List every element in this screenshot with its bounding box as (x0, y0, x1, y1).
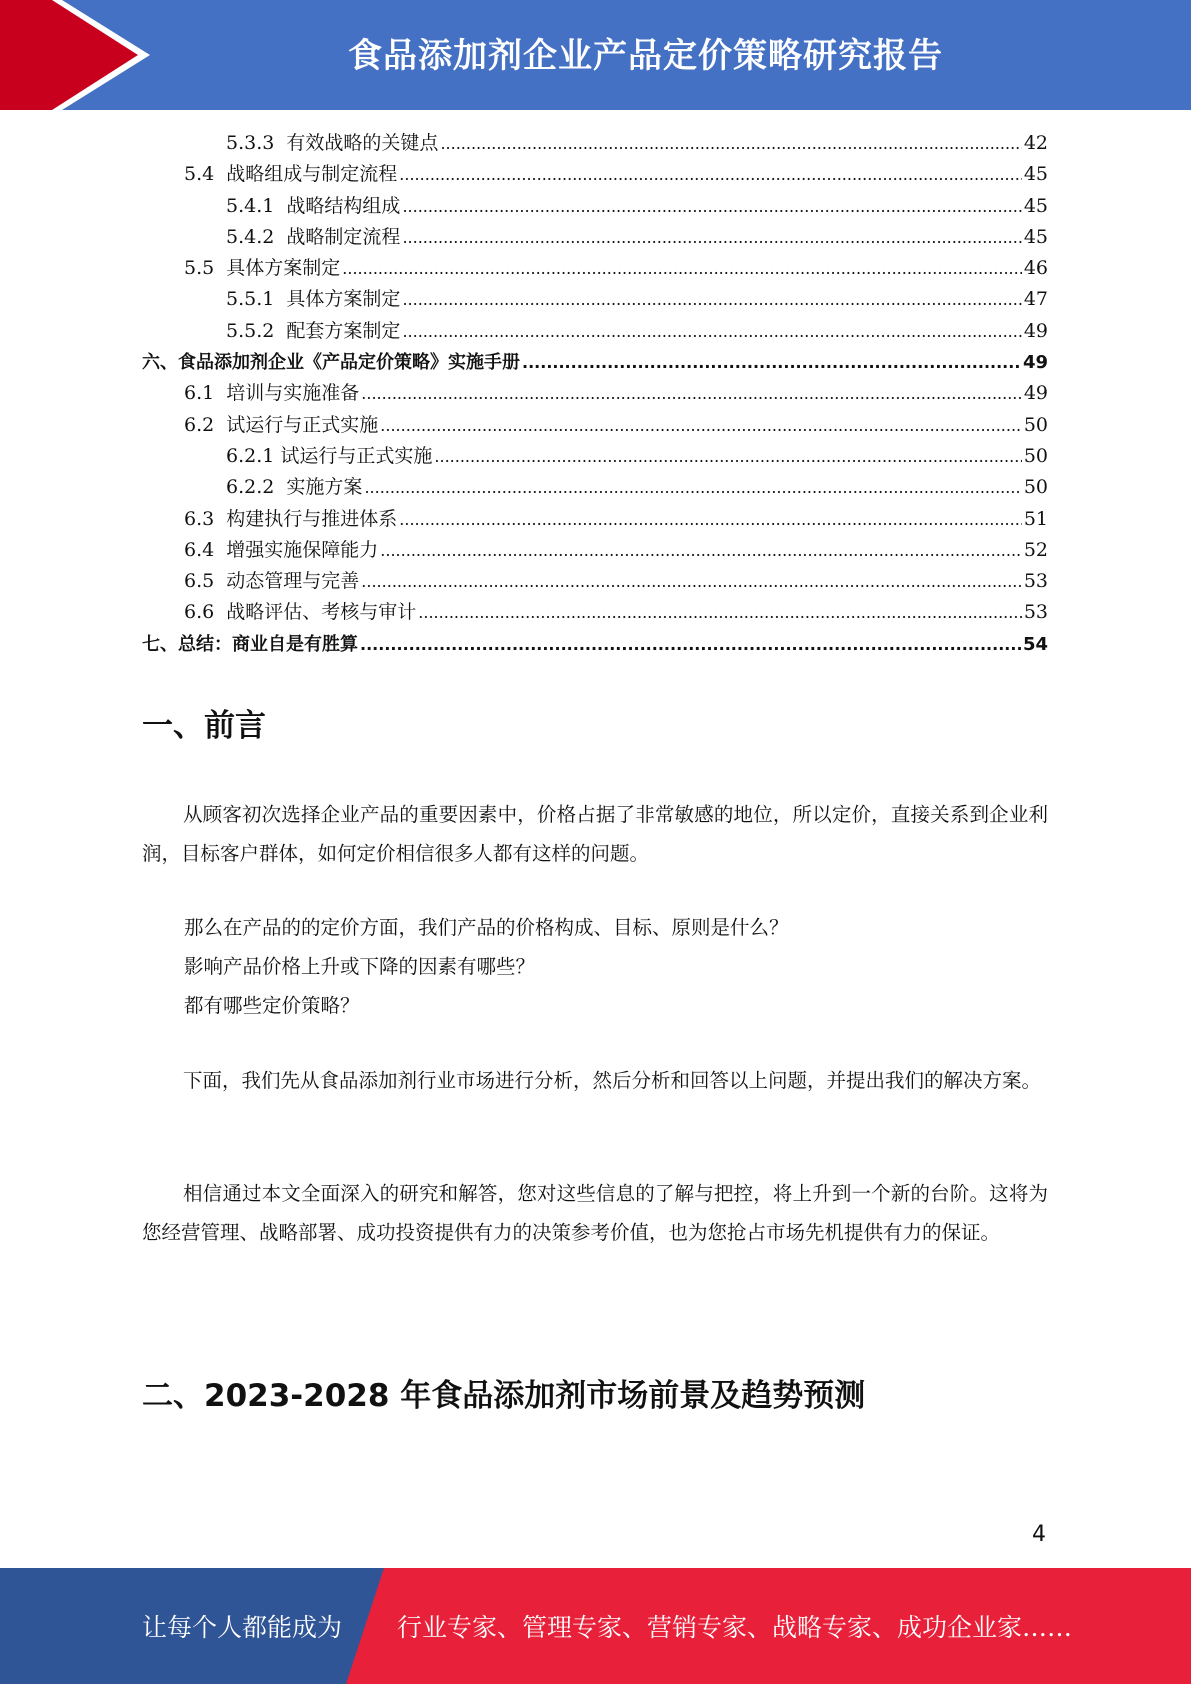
toc-entry[interactable] (142, 284, 1048, 315)
toc-entry-label: 六、食品添加剂企业《产品定价策略》实施手册 (142, 352, 520, 374)
toc-entry-label: 七、总结：商业自是有胜算 (142, 633, 358, 655)
toc-leader-dots (434, 441, 1021, 472)
toc-entry[interactable] (142, 597, 1048, 628)
toc-entry-label: 6.2.2 实施方案 (226, 476, 363, 499)
toc-entry-label: 6.5 动态管理与完善 (184, 570, 360, 593)
question-list (184, 908, 789, 1025)
toc-entry-page: 51 (1023, 507, 1048, 530)
toc-entry-page: 46 (1023, 257, 1048, 280)
page-header (0, 0, 1191, 110)
toc-entry[interactable] (142, 159, 1048, 190)
toc-entry-label: 5.5.1 具体方案制定 (226, 288, 401, 311)
toc-entry[interactable] (142, 128, 1048, 159)
toc-leader-dots (440, 128, 1021, 159)
toc-leader-dots (402, 284, 1021, 315)
question-item: 那么在产品的的定价方面，我们产品的价格构成、目标、原则是什么？ (184, 916, 789, 939)
toc-entry-page: 45 (1023, 163, 1048, 186)
toc-entry-page: 53 (1023, 601, 1048, 624)
toc-leader-dots (399, 504, 1022, 535)
toc-entry-label: 6.2 试运行与正式实施 (184, 413, 379, 436)
footer-slogan-right: 行业专家、管理专家、营销专家、战略专家、成功企业家…… (397, 1613, 1073, 1642)
report-title: 食品添加剂企业产品定价策略研究报告 (348, 36, 943, 76)
table-of-contents (142, 128, 1048, 660)
toc-entry-page: 53 (1023, 570, 1048, 593)
toc-entry-page: 50 (1023, 413, 1048, 436)
toc-entry-label: 5.4.2 战略制定流程 (226, 225, 401, 248)
toc-entry-label: 6.3 构建执行与推进体系 (184, 507, 398, 530)
toc-entry-page: 45 (1023, 225, 1048, 248)
toc-entry-page: 54 (1022, 633, 1048, 655)
toc-entry-label: 6.4 增强实施保障能力 (184, 538, 379, 561)
section-heading-preface: 一、前言 (142, 708, 266, 744)
toc-leader-dots (361, 566, 1022, 597)
question-item: 都有哪些定价策略？ (184, 994, 360, 1017)
toc-entry-label: 5.5 具体方案制定 (184, 257, 341, 280)
toc-entry[interactable] (142, 347, 1048, 378)
toc-leader-dots (402, 316, 1021, 347)
toc-entry-page: 42 (1023, 132, 1048, 154)
toc-entry[interactable] (142, 629, 1048, 660)
toc-entry-page: 50 (1023, 476, 1048, 499)
toc-entry-page: 45 (1023, 194, 1048, 217)
toc-entry[interactable] (142, 566, 1048, 597)
toc-entry-label: 6.1 培训与实施准备 (184, 382, 360, 405)
toc-entry-label: 5.5.2 配套方案制定 (226, 319, 401, 342)
question-item: 影响产品价格上升或下降的因素有哪些？ (184, 955, 536, 978)
toc-entry[interactable] (142, 316, 1048, 347)
toc-leader-dots (361, 378, 1022, 409)
toc-entry-page: 49 (1022, 352, 1048, 374)
preface-paragraph-2: 下面，我们先从食品添加剂行业市场进行分析，然后分析和回答以上问题，并提出我们的解决方案。 (183, 1069, 1042, 1092)
toc-entry-page: 49 (1023, 382, 1048, 405)
toc-entry-page: 50 (1023, 444, 1048, 467)
section-heading-market-forecast: 二、2023-2028 年食品添加剂市场前景及趋势预测 (142, 1378, 866, 1414)
toc-entry-label: 5.4 战略组成与制定流程 (184, 163, 398, 186)
toc-entry-label: 5.4.1 战略结构组成 (226, 194, 401, 217)
preface-paragraph-1: 从顾客初次选择企业产品的重要因素中，价格占据了非常敏感的地位，所以定价，直接关系到企业利润，目标客户群体，如何定价相信很多人都有这样的问题。 (142, 803, 1048, 865)
toc-leader-dots (364, 472, 1021, 503)
toc-leader-dots (402, 191, 1021, 222)
page-footer (0, 1568, 1191, 1684)
toc-leader-dots (399, 159, 1022, 190)
toc-entry[interactable] (142, 504, 1048, 535)
toc-entry[interactable] (142, 253, 1048, 284)
preface-paragraph-3: 相信通过本文全面深入的研究和解答，您对这些信息的了解与把控，将上升到一个新的台阶。这将为您经营管理、战略部署、成功投资提供有力的决策参考价值，也为您抢占市场先机提供有力的保证。 (142, 1182, 1048, 1244)
toc-leader-dots (402, 222, 1021, 253)
toc-entry[interactable] (142, 222, 1048, 253)
toc-leader-dots (522, 347, 1021, 378)
toc-entry[interactable] (142, 410, 1048, 441)
toc-entry-label: 6.6 战略评估、考核与审计 (184, 601, 417, 624)
toc-leader-dots (342, 253, 1022, 284)
toc-entry[interactable] (142, 378, 1048, 409)
toc-entry-page: 49 (1023, 319, 1048, 342)
toc-entry[interactable] (142, 441, 1048, 472)
page-number: 4 (1032, 1522, 1046, 1547)
toc-entry[interactable] (142, 535, 1048, 566)
footer-slogan-left: 让每个人都能成为 (142, 1613, 343, 1642)
toc-entry-label: 6.2.1 试运行与正式实施 (226, 444, 433, 467)
toc-leader-dots (380, 410, 1022, 441)
toc-entry[interactable] (142, 472, 1048, 503)
toc-entry-label: 5.3.3 有效战略的关键点 (226, 132, 439, 154)
toc-leader-dots (380, 535, 1022, 566)
toc-entry[interactable] (142, 191, 1048, 222)
toc-entry-page: 47 (1023, 288, 1048, 311)
toc-leader-dots (360, 629, 1021, 660)
toc-leader-dots (418, 597, 1022, 628)
toc-entry-page: 52 (1023, 538, 1048, 561)
